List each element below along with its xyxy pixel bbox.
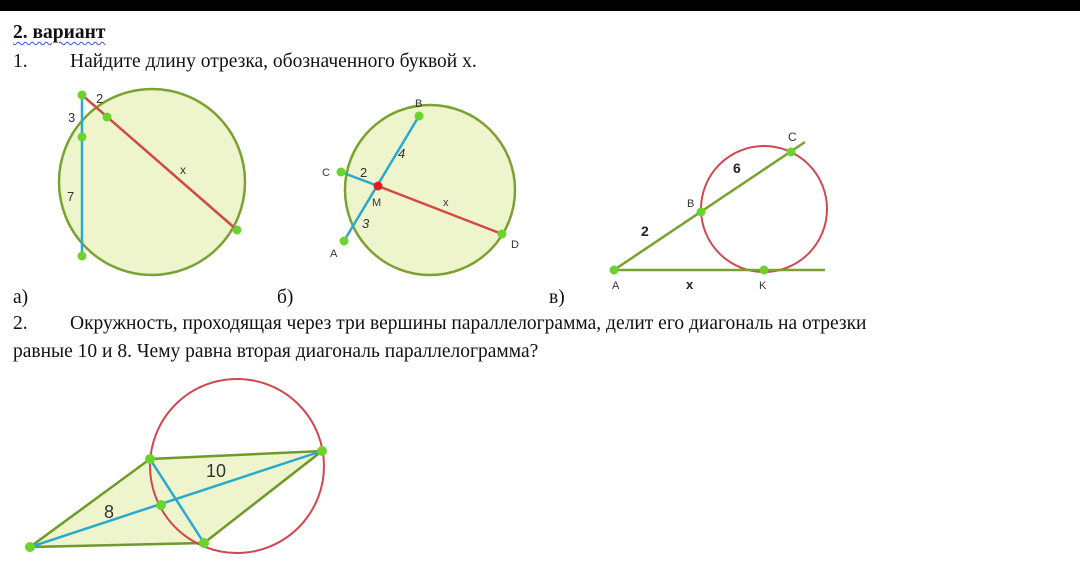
label-b-x: x: [443, 197, 449, 209]
point-C: [337, 168, 346, 177]
label-A: A: [330, 248, 338, 260]
label-a-2: 2: [96, 91, 104, 106]
point-a-2: [103, 113, 112, 122]
figure-b: [322, 98, 519, 275]
point-M: [374, 182, 383, 191]
label-a-3: 3: [68, 110, 76, 125]
label-C: C: [322, 167, 330, 179]
point-a-top: [78, 91, 87, 100]
point-a-4: [78, 252, 87, 261]
label-a-x: x: [180, 163, 186, 177]
figure-task2: [25, 379, 327, 553]
point-B: [415, 112, 424, 121]
label-v-A: A: [612, 280, 620, 292]
task2-line1: Окружность, проходящая через три вершины параллелограмма, делит его диагональ на отрезки: [70, 313, 867, 334]
circle-b: [345, 105, 515, 275]
label-v-K: K: [759, 280, 767, 292]
point-v-A: [610, 266, 619, 275]
figure-a: [59, 89, 245, 275]
label-D: D: [511, 239, 519, 251]
point-v-B: [697, 208, 706, 217]
point-a-3: [78, 133, 87, 142]
label-b-3: 3: [362, 216, 370, 231]
point-A: [340, 237, 349, 246]
variant-title: 2. вариант: [13, 22, 106, 43]
label-v-2: 2: [641, 223, 649, 239]
circle-a: [59, 89, 245, 275]
figure-label-a: а): [13, 287, 29, 308]
vertex-4: [199, 538, 209, 548]
point-v-C: [787, 148, 796, 157]
label-b-4: 4: [398, 146, 406, 161]
vertex-2: [145, 454, 155, 464]
label-B: B: [415, 98, 423, 110]
label-task2-10: 10: [206, 461, 227, 481]
circle-v: [701, 146, 827, 272]
secant-AC: [614, 142, 805, 270]
label-M: M: [372, 197, 382, 209]
intersection-point: [156, 500, 166, 510]
vertex-3: [317, 446, 327, 456]
label-a-7: 7: [67, 189, 75, 204]
figure-label-b: б): [277, 287, 294, 308]
task1-text: Найдите длину отрезка, обозначенного буквой x.: [70, 51, 477, 72]
task2-number: 2.: [13, 313, 28, 334]
figure-label-v: в): [549, 287, 565, 308]
label-v-C: C: [788, 130, 797, 144]
vertex-1: [25, 542, 35, 552]
point-a-5: [233, 226, 242, 235]
label-b-2: 2: [360, 165, 368, 180]
point-v-K: [760, 266, 769, 275]
task1-number: 1.: [13, 51, 28, 72]
label-task2-8: 8: [104, 502, 115, 522]
task2-line2: равные 10 и 8. Чему равна вторая диагональ параллелограмма?: [13, 341, 539, 362]
label-v-6: 6: [733, 160, 741, 176]
point-D: [498, 230, 507, 239]
label-v-B: B: [687, 198, 695, 210]
label-v-x: x: [686, 277, 694, 292]
figure-v: [610, 130, 828, 292]
